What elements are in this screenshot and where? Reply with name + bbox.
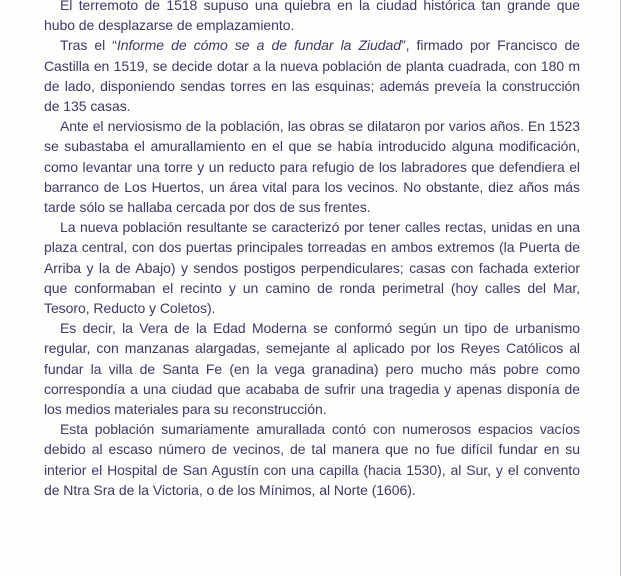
paragraph-informe: [44, 35, 580, 116]
paragraph-text: Esta población sumariamente amurallada contó con numerosos espacios vacíos debido al escaso número de vecinos, de tal manera que no fue difícil fundar en su interior el Hospital de San Agustín con una capilla (hacia 1530), al Sur, y el convento de Ntra Sra de la Victoria, o de los Mínimos, al Norte (1606).: [44, 421, 580, 498]
paragraph-amurallada: [44, 419, 580, 500]
paragraph-text: Tras el “: [60, 37, 117, 54]
paragraph-text: La nueva población resultante se caracterizó por tener calles rectas, unidas en una plaza central, con dos puertas principales torreadas en ambos extremos (la Puerta de Arriba y la de Abajo) y sendos postigos perpendiculares; casas con fachada exterior que conformaban el recinto y un camino de ronda perimetral (hoy calles del Mar, Tesoro, Reducto y Coletos).: [44, 219, 580, 317]
paragraph-text: Ante el nerviosismo de la población, las obras se dilataron por varios años. En 1523 se subastaba el amurallamiento en el que se había introducido alguna modificación, como levantar una torre y un reducto para refugio de los labradores que defendiera el barranco de Los Huertos, un área vital para los vecinos. No obstante, diez años más tarde sólo se hallaba cercada por dos de sus frentes.: [44, 118, 580, 216]
paragraph-text: ”, firmado por Francisco de Castilla en 1519, se decide dotar a la nueva población de planta cuadrada, con 180 m de lado, disponiendo sendas torres en las esquinas; además preveía la construcción de 135 casas.: [44, 37, 580, 115]
document-body: [44, 0, 580, 500]
document-title-italic: Informe de cómo se a de fundar la Ziudad: [116, 37, 401, 54]
paragraph-text: El terremoto de 1518 supuso una quiebra en la ciudad histórica tan grande que hubo de desplazarse de emplazamiento.: [44, 0, 580, 34]
paragraph-terremoto: [44, 0, 580, 35]
paragraph-nueva-poblacion: [44, 217, 580, 318]
paragraph-urbanismo: [44, 318, 580, 419]
paragraph-nerviosismo: [44, 116, 580, 217]
paragraph-text: Es decir, la Vera de la Edad Moderna se conformó según un tipo de urbanismo regular, con manzanas alargadas, semejante al aplicado por los Reyes Católicos al fundar la villa de Santa Fe (en la vega granadina) pero mucho más pobre como correspondía a una ciudad que acababa de sufrir una tragedia y apenas disponía de los medios materiales para su reconstrucción.: [44, 320, 580, 418]
